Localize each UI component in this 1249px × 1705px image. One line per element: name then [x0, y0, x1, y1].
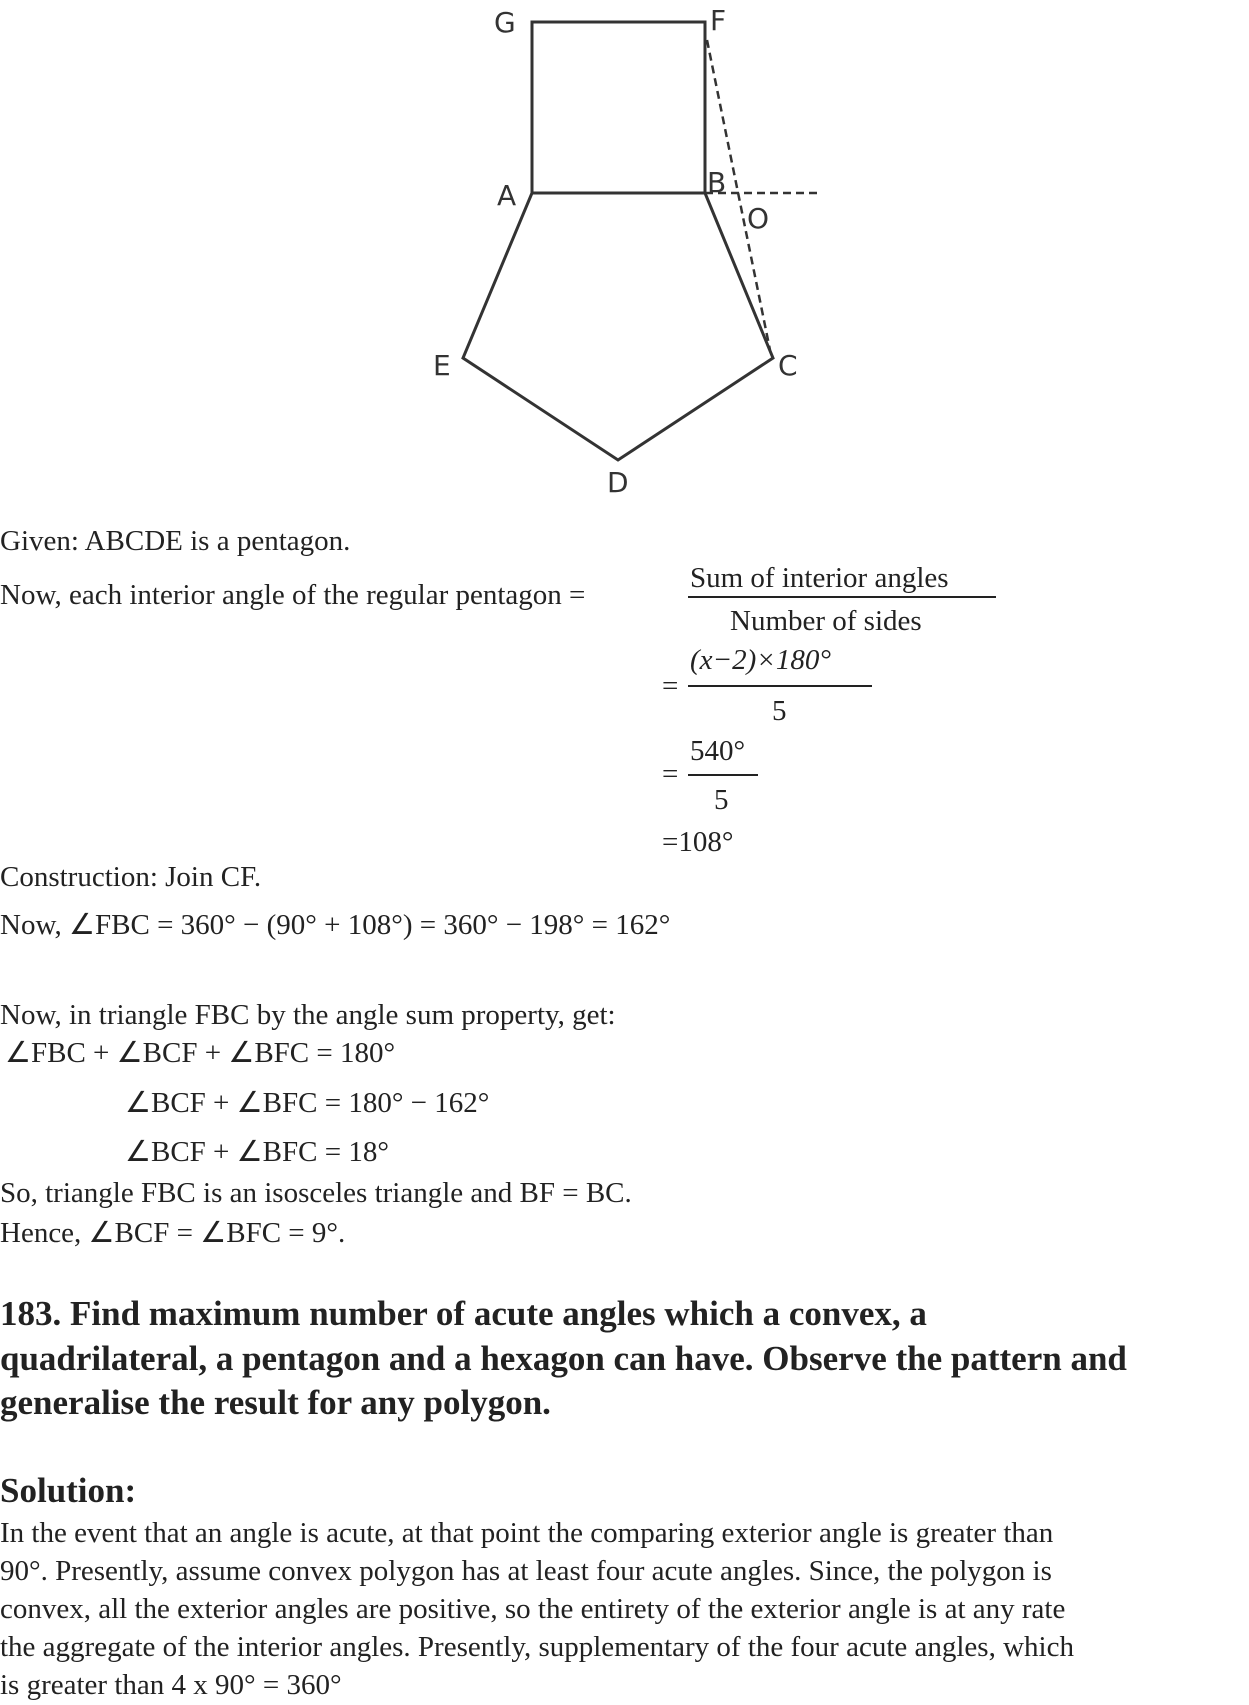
label-e: E	[433, 349, 451, 382]
hence-text: Hence, ∠BCF = ∠BFC = 9°.	[0, 1217, 346, 1249]
angle-sum-step1: ∠FBC + ∠BCF + ∠BFC = 180°	[5, 1037, 396, 1069]
label-a: A	[497, 179, 517, 212]
solution-line: the aggregate of the interior angles. Presently, supplementary of the four acute angles, which	[0, 1631, 1074, 1663]
solution-line: 90°. Presently, assume convex polygon has at least four acute angles. Since, the polygon is	[0, 1555, 1052, 1587]
solution-line: is greater than 4 x 90° = 360°	[0, 1669, 342, 1701]
fraction3-bar	[688, 774, 758, 776]
isosceles-text: So, triangle FBC is an isosceles triangle and BF = BC.	[0, 1177, 632, 1209]
label-o: O	[747, 202, 770, 235]
given-text: Given: ABCDE is a pentagon.	[0, 525, 351, 557]
question-line: 183. Find maximum number of acute angles which a convex, a	[0, 1294, 927, 1333]
solution-line: In the event that an angle is acute, at that point the comparing exterior angle is greater than	[0, 1517, 1054, 1549]
pentagon-abcde	[463, 193, 773, 460]
angle-fbc-equation: Now, ∠FBC = 360° − (90° + 108°) = 360° − 198° = 162°	[0, 909, 671, 941]
pentagon-square-diagram	[0, 0, 1249, 500]
interior-angle-intro: Now, each interior angle of the regular pentagon =	[0, 579, 586, 611]
label-f: F	[710, 4, 727, 37]
question-line: quadrilateral, a pentagon and a hexagon can have. Observe the pattern and	[0, 1339, 1127, 1378]
square-gfba	[532, 22, 705, 193]
fraction2-bar	[688, 685, 872, 687]
label-d: D	[607, 466, 629, 499]
fraction3-denominator: 5	[714, 784, 729, 816]
fraction1-bar	[688, 596, 996, 598]
angle-sum-step2: ∠BCF + ∠BFC = 180° − 162°	[125, 1087, 490, 1119]
fraction2-numerator: (x−2)×180°	[690, 644, 831, 676]
label-b: B	[707, 166, 727, 199]
label-g: G	[494, 6, 516, 39]
fraction1-numerator: Sum of interior angles	[690, 562, 949, 594]
solution-line: convex, all the exterior angles are positive, so the entirety of the exterior angle is at any rate	[0, 1593, 1066, 1625]
construction-text: Construction: Join CF.	[0, 861, 262, 893]
equals-sign: =	[662, 670, 679, 702]
fraction1-denominator: Number of sides	[730, 605, 922, 637]
label-c: C	[778, 349, 798, 382]
triangle-intro: Now, in triangle FBC by the angle sum property, get:	[0, 999, 616, 1031]
equals-sign: =	[662, 758, 679, 790]
fraction3-numerator: 540°	[690, 735, 746, 767]
question-line: generalise the result for any polygon.	[0, 1383, 551, 1422]
interior-angle-result: =108°	[662, 826, 734, 858]
angle-sum-step3: ∠BCF + ∠BFC = 18°	[125, 1136, 389, 1168]
fraction2-denominator: 5	[772, 695, 787, 727]
solution-heading: Solution:	[0, 1471, 137, 1510]
